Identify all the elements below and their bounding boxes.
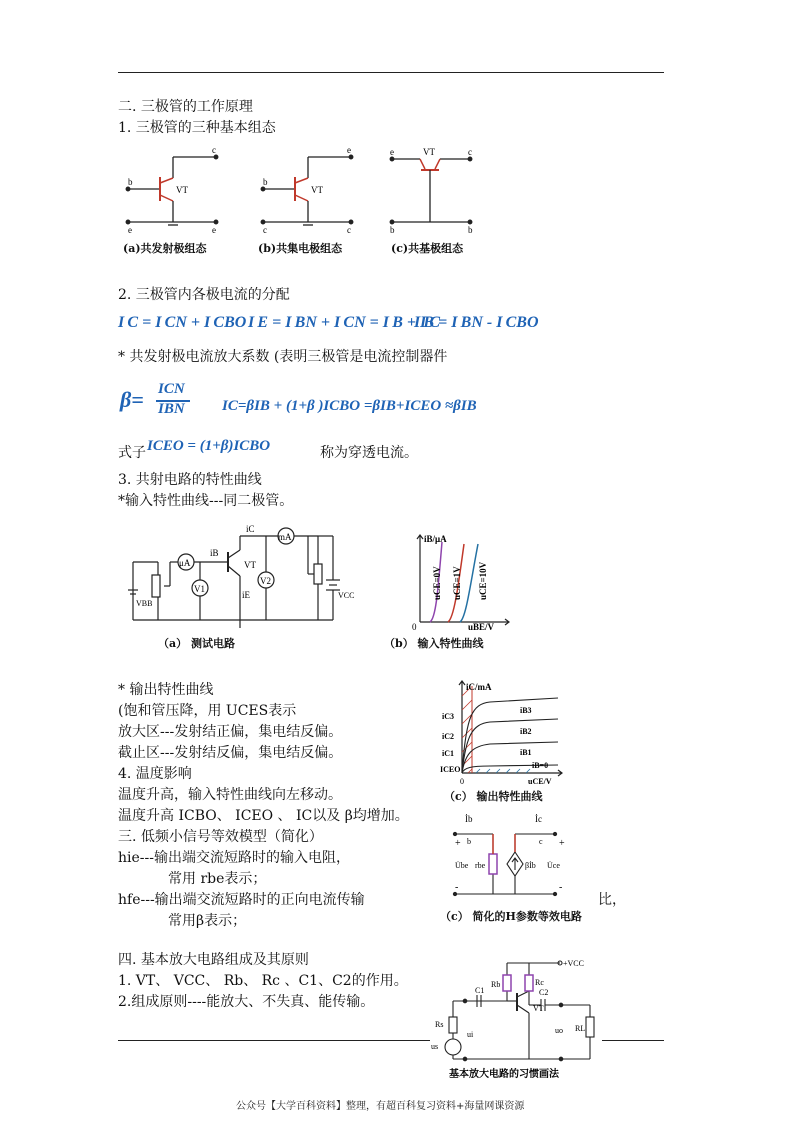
label-rs: Rs xyxy=(435,1020,444,1029)
item-4-1: 1. VT、 VCC、 Rb、 Rc 、C1、C2的作用。 xyxy=(118,973,408,989)
label-rb: Rb xyxy=(491,980,501,989)
caption-test-circuit: （a） 测试电路 xyxy=(158,637,235,650)
equation-ie: I E = I BN + I CN = I B + I C xyxy=(248,314,441,331)
test-circuit xyxy=(128,520,368,630)
label-c: c xyxy=(539,837,543,846)
cb-label-c: c xyxy=(468,147,472,157)
meter-ma: mA xyxy=(278,532,292,542)
caption-amp: 基本放大电路的习惯画法 xyxy=(449,1069,559,1080)
label-plus-left: + xyxy=(455,838,461,849)
hie-line: hie---输出端交流短路时的输入电阻， xyxy=(118,850,350,866)
hfe-tail: 比， xyxy=(598,892,626,908)
section-title: 二. 三极管的工作原理 xyxy=(118,99,253,115)
cc-label-e: e xyxy=(347,145,351,155)
hparam-circuit xyxy=(445,812,575,907)
cc-config xyxy=(261,155,353,225)
label-uce: U̇ce xyxy=(547,861,560,870)
ce-config xyxy=(126,155,218,225)
cc-label-c2: c xyxy=(347,225,351,235)
label-beta-ib: βİb xyxy=(525,861,536,870)
hie-sub: 常用 rbe表示； xyxy=(168,871,267,887)
footer-text: 公众号【大学百科资料】整理，有超百科复习资料+海量网课资源 xyxy=(236,1101,525,1112)
label-ic3: iC3 xyxy=(442,712,454,721)
temp-1: 温度升高，输入特性曲线向左移动。 xyxy=(118,787,342,803)
label-ib1: iB1 xyxy=(520,748,532,757)
item-heading: 4. 温度影响 xyxy=(118,766,192,782)
axis-ib: iB/μA xyxy=(424,534,447,544)
label-vt: VT xyxy=(244,560,256,570)
ce-label-b: b xyxy=(128,177,133,187)
beta-denominator: IBN xyxy=(158,401,185,417)
label-1v: uCE=1V xyxy=(452,566,462,600)
item-heading: 2. 三极管内各极电流的分配 xyxy=(118,287,290,303)
equation-iceo: ICEO = (1+β)ICBO xyxy=(147,438,271,454)
amplifier-circuit xyxy=(425,955,600,1080)
label-minus-left: - xyxy=(455,882,459,893)
cc-label-c1: c xyxy=(263,225,267,235)
meter-v2: V2 xyxy=(260,576,271,586)
section-title: 四. 基本放大电路组成及其原则 xyxy=(118,952,309,968)
caption-cb: (c)共基极组态 xyxy=(391,242,464,255)
label-10v: uCE=10V xyxy=(478,561,488,600)
section-title: 三. 低频小信号等效模型（简化） xyxy=(118,829,323,845)
cb-label-b1: b xyxy=(390,225,395,235)
label-rc: Rc xyxy=(535,978,544,987)
label-us: us xyxy=(431,1042,439,1051)
label-ib2: iB2 xyxy=(520,727,532,736)
iceo-suffix: 称为穿透电流。 xyxy=(320,445,418,461)
label-ui: ui xyxy=(467,1030,474,1039)
meter-ua: μA xyxy=(179,558,191,568)
axis-zero: 0 xyxy=(460,777,464,786)
label-0v: uCE=0V xyxy=(432,566,442,600)
output-curve xyxy=(440,676,570,786)
label-vcc: VCC xyxy=(338,591,355,600)
ce-label-e2: e xyxy=(212,225,216,235)
label-iceo: ICEO xyxy=(440,765,461,774)
ce-label-c: c xyxy=(212,145,216,155)
label-vcc: +VCC xyxy=(563,959,584,968)
caption-ce: (a)共发射极组态 xyxy=(123,242,207,255)
label-b: b xyxy=(467,837,471,846)
beta-numerator: ICN xyxy=(158,381,185,397)
label-rl: RL xyxy=(575,1024,586,1033)
equation-ib: I B = I BN - I CBO xyxy=(414,314,539,331)
label-uo: uo xyxy=(555,1026,563,1035)
axis-ube: uBE/V xyxy=(468,622,495,632)
cb-label-b2: b xyxy=(468,225,473,235)
output-title: * 输出特性曲线 xyxy=(118,682,214,698)
equation-ic: I C = I CN + I CBO xyxy=(118,314,247,331)
label-vt: VT xyxy=(533,1004,544,1013)
beta-description: * 共发射极电流放大系数 (表明三极管是电流控制器件 xyxy=(118,349,448,365)
caption-hparam: （c） 简化的H参数等效电路 xyxy=(440,910,582,923)
label-rbe: rbe xyxy=(475,861,486,870)
label-ib: iB xyxy=(210,548,219,558)
meter-v1: V1 xyxy=(194,584,205,594)
axis-zero: 0 xyxy=(412,622,417,632)
axis-uce: uCE/V xyxy=(528,777,552,786)
caption-input-curve: （b） 输入特性曲线 xyxy=(384,637,484,650)
ce-label-e1: e xyxy=(128,225,132,235)
output-cut: 截止区---发射结反偏，集电结反偏。 xyxy=(118,745,343,761)
output-sat: (饱和管压降，用 UCES表示 xyxy=(118,703,297,719)
top-rule xyxy=(118,72,664,73)
label-plus-right: + xyxy=(559,838,565,849)
label-ube: U̇be xyxy=(455,861,469,870)
cc-label-b: b xyxy=(263,177,268,187)
label-ib: İb xyxy=(465,814,473,824)
input-curve xyxy=(408,530,518,630)
label-ie: iE xyxy=(242,590,250,600)
label-ic: iC xyxy=(246,524,255,534)
label-c2: C2 xyxy=(539,988,549,997)
input-curve-line: *输入特性曲线---同二极管。 xyxy=(118,493,294,509)
label-c1: C1 xyxy=(475,986,485,995)
hfe-line: hfe---输出端交流短路时的正向电流传输 xyxy=(118,892,365,908)
caption-cc: (b)共集电极组态 xyxy=(258,242,343,255)
cb-config xyxy=(390,157,472,224)
equation-ic-beta: IC=βIB + (1+β )ICBO =βIB+ICEO ≈βIB xyxy=(222,398,477,414)
label-ib0: iB=0 xyxy=(532,761,549,770)
bottom-rule-right xyxy=(602,1040,664,1041)
caption-output-curve: （c） 输出特性曲线 xyxy=(444,790,543,803)
label-ib3: iB3 xyxy=(520,706,532,715)
cb-label-e: e xyxy=(390,147,394,157)
item-heading: 1. 三极管的三种基本组态 xyxy=(118,120,276,136)
cb-label-vt: VT xyxy=(423,147,435,157)
temp-2: 温度升高 ICBO、 ICEO 、 IC以及 β均增加。 xyxy=(118,808,409,824)
bottom-rule-left xyxy=(118,1040,430,1041)
axis-ic: iC/mA xyxy=(466,682,492,692)
hfe-sub: 常用β表示； xyxy=(168,913,247,929)
label-ic: İc xyxy=(535,814,542,824)
item-heading: 3. 共射电路的特性曲线 xyxy=(118,472,262,488)
label-vbb: VBB xyxy=(136,599,153,608)
iceo-prefix: 式子 xyxy=(118,445,146,461)
label-minus-right: - xyxy=(559,882,563,893)
output-amp: 放大区---发射结正偏，集电结反偏。 xyxy=(118,724,343,740)
cc-label-vt: VT xyxy=(311,185,323,195)
label-ic1: iC1 xyxy=(442,749,454,758)
label-ic2: iC2 xyxy=(442,732,454,741)
item-4-2: 2.组成原则----能放大、不失真、能传输。 xyxy=(118,994,375,1010)
ce-label-vt: VT xyxy=(176,185,188,195)
